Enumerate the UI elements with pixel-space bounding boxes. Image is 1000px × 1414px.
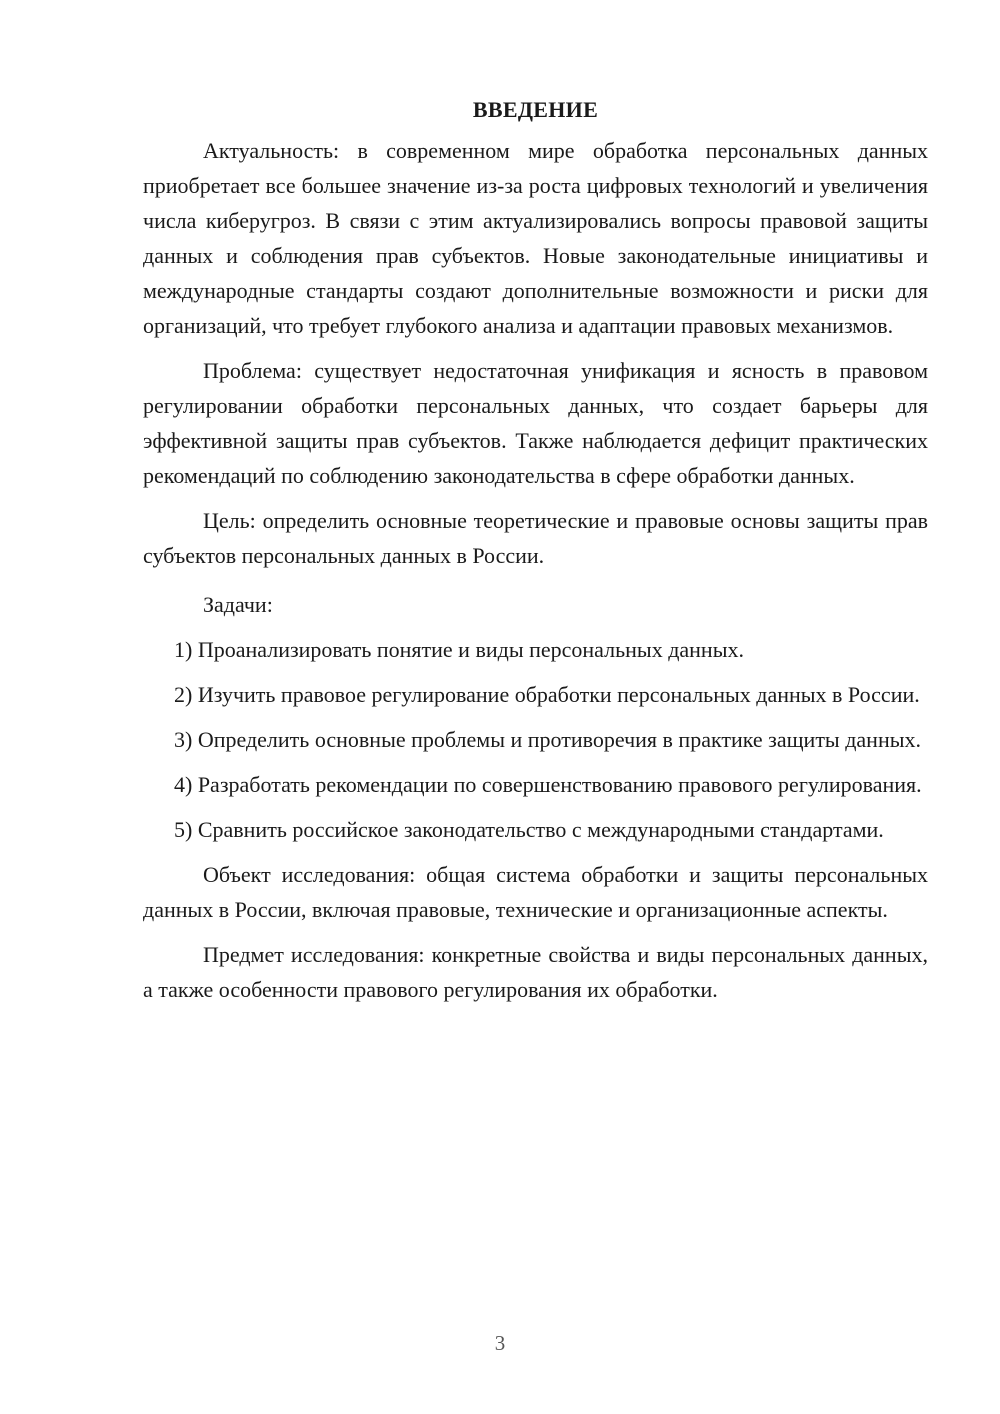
page-number: 3: [494, 1331, 506, 1355]
task-item-5: 5) Сравнить российское законодательство с международными стандартами.: [174, 817, 884, 842]
tasks-label: Задачи:: [203, 592, 273, 617]
task-item-4: 4) Разработать рекомендации по совершенствованию правового регулирования.: [174, 772, 922, 797]
paragraph-goal: Цель: определить основные теоретические и правовые основы защиты прав субъектов персональных данных в России.: [143, 508, 928, 568]
paragraph-subject: Предмет исследования: конкретные свойства и виды персональных данных, а также особенности правового регулирования их обработки.: [143, 942, 928, 1002]
task-item-1: 1) Проанализировать понятие и виды персональных данных.: [174, 637, 744, 662]
task-item-3: 3) Определить основные проблемы и противоречия в практике защиты данных.: [174, 727, 922, 752]
task-item-2: 2) Изучить правовое регулирование обработки персональных данных в России.: [174, 682, 920, 707]
tasks-list: [143, 632, 928, 847]
document-page: [143, 92, 928, 1007]
paragraph-relevance: Актуальность: в современном мире обработка персональных данных приобретает все большее значение из-за роста цифровых технологий и увеличения числа киберугроз. В связи с этим актуализировались вопросы правовой защиты данных и соблюдения прав субъектов. Новые законодательные инициативы и международные стандарты создают дополнительные возможности и риски для организаций, что требует глубокого анализа и адаптации правовых механизмов.: [143, 138, 928, 338]
paragraph-problem: Проблема: существует недостаточная унификация и ясность в правовом регулировании обработки персональных данных, что создает барьеры для эффективной защиты прав субъектов. Также наблюдается дефицит практических рекомендаций по соблюдению законодательства в сфере обработки данных.: [143, 358, 928, 488]
paragraph-object: Объект исследования: общая система обработки и защиты персональных данных в России, включая правовые, технические и организационные аспекты.: [143, 862, 928, 922]
section-title: ВВЕДЕНИЕ: [472, 97, 599, 122]
